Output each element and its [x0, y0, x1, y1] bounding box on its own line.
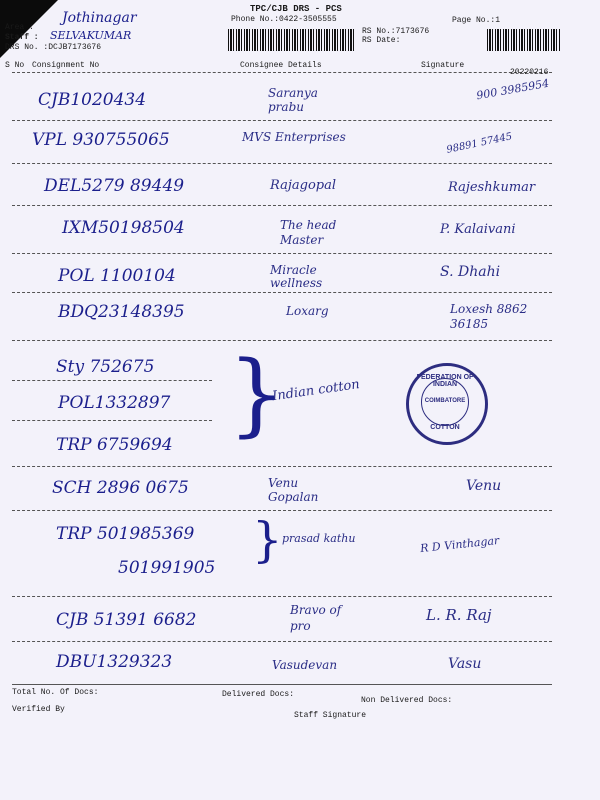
signature: Rajeshkumar — [448, 180, 536, 195]
row-divider — [12, 380, 212, 381]
row-divider — [12, 292, 552, 293]
row-divider — [12, 420, 212, 421]
consignee-name: Vasudevan — [272, 658, 338, 672]
group-brace: } — [252, 512, 283, 568]
signature: Loxesh 8862 36185 — [450, 302, 528, 331]
row-divider — [12, 253, 552, 254]
consignment-no: VPL 930755065 — [32, 130, 170, 150]
signature: L. R. Raj — [426, 606, 492, 624]
consignee-name: Venu Gopalan — [268, 476, 319, 504]
row-divider — [12, 163, 552, 164]
stamp-top-text: FEDERATION OF INDIAN — [416, 374, 474, 388]
consignment-no: Sty 752675 — [56, 357, 155, 377]
consignment-no: POL1332897 — [58, 393, 171, 413]
barcode-drs — [228, 29, 354, 51]
consignee-name: Rajagopal — [270, 178, 336, 193]
verified-by-label: Verified By — [12, 705, 65, 714]
signature: Vasu — [448, 656, 482, 672]
consignee-name: prasad kathu — [282, 532, 356, 545]
consignee-name: Bravo of pro — [290, 603, 342, 633]
consignee-name: The head Master — [280, 218, 337, 247]
stamp-bottom-text: COTTON — [430, 424, 460, 431]
area-value: Jothinagar — [62, 10, 137, 26]
seal-stamp — [406, 363, 488, 445]
signature: R D Vinthagar — [419, 533, 500, 556]
phone-number: Phone No.:0422-3505555 — [231, 15, 337, 24]
stamp-middle-text: COIMBATORE — [424, 398, 466, 404]
area-label: Area : — [5, 23, 34, 32]
row-divider — [12, 120, 552, 121]
consignment-no: CJB 51391 6682 — [56, 610, 197, 630]
signature: 900 3985954 — [475, 76, 551, 103]
consignment-no: POL 1100104 — [58, 266, 176, 286]
consignment-no: DBU1329323 — [56, 652, 173, 672]
row-divider — [12, 596, 552, 597]
row-divider — [12, 641, 552, 642]
document-title: TPC/CJB DRS - PCS — [250, 4, 342, 14]
staff-label: Staff : — [5, 33, 39, 42]
staff-value: SELVAKUMAR — [50, 29, 132, 42]
consignee-name: Miracle wellness — [270, 263, 323, 290]
col-signature: Signature — [421, 61, 465, 70]
col-consignee: Consignee Details — [240, 61, 322, 70]
barcode-rs — [487, 29, 561, 51]
consignee-name: MVS Enterprises — [242, 130, 346, 144]
consignee-name: Loxarg — [286, 304, 329, 318]
consignment-no: SCH 2896 0675 — [52, 478, 189, 498]
page-number: Page No.:1 — [452, 16, 501, 25]
row-divider — [12, 466, 552, 467]
consignment-no: DEL5279 89449 — [44, 176, 185, 196]
staff-signature-label: Staff Signature — [294, 711, 367, 720]
footer-divider — [12, 684, 552, 685]
header-divider — [12, 72, 552, 73]
signature: 98891 57445 — [445, 131, 514, 156]
consignment-no: TRP 501985369 — [56, 524, 195, 544]
rs-number: RS No.:7173676 — [362, 27, 430, 36]
date-mark: 20220216 — [510, 68, 549, 77]
consignment-no: BDQ23148395 — [58, 302, 185, 322]
non-delivered-docs-label: Non Delivered Docs: — [361, 696, 453, 705]
consignment-no: 501991905 — [118, 558, 216, 578]
total-docs-label: Total No. Of Docs: — [12, 688, 99, 697]
row-divider — [12, 205, 552, 206]
row-divider — [12, 510, 552, 511]
consignment-no: TRP 6759694 — [56, 435, 173, 455]
signature: P. Kalaivani — [440, 222, 516, 237]
consignment-no: CJB1020434 — [38, 90, 147, 110]
col-sno: S No — [5, 61, 25, 70]
drs-number: DRS No. :DCJB7173676 — [5, 43, 102, 52]
row-divider — [12, 340, 552, 341]
group-brace: } — [228, 342, 286, 447]
consignment-no: IXM50198504 — [62, 218, 185, 238]
consignee-name: Saranya prabu — [268, 86, 318, 114]
signature: S. Dhahi — [440, 264, 501, 280]
consignee-name: Indian cotton — [271, 377, 361, 405]
delivered-docs-label: Delivered Docs: — [222, 690, 295, 699]
signature: Venu — [466, 478, 502, 494]
rs-date: RS Date: — [362, 36, 401, 45]
col-consignment: Consignment No — [32, 61, 100, 70]
